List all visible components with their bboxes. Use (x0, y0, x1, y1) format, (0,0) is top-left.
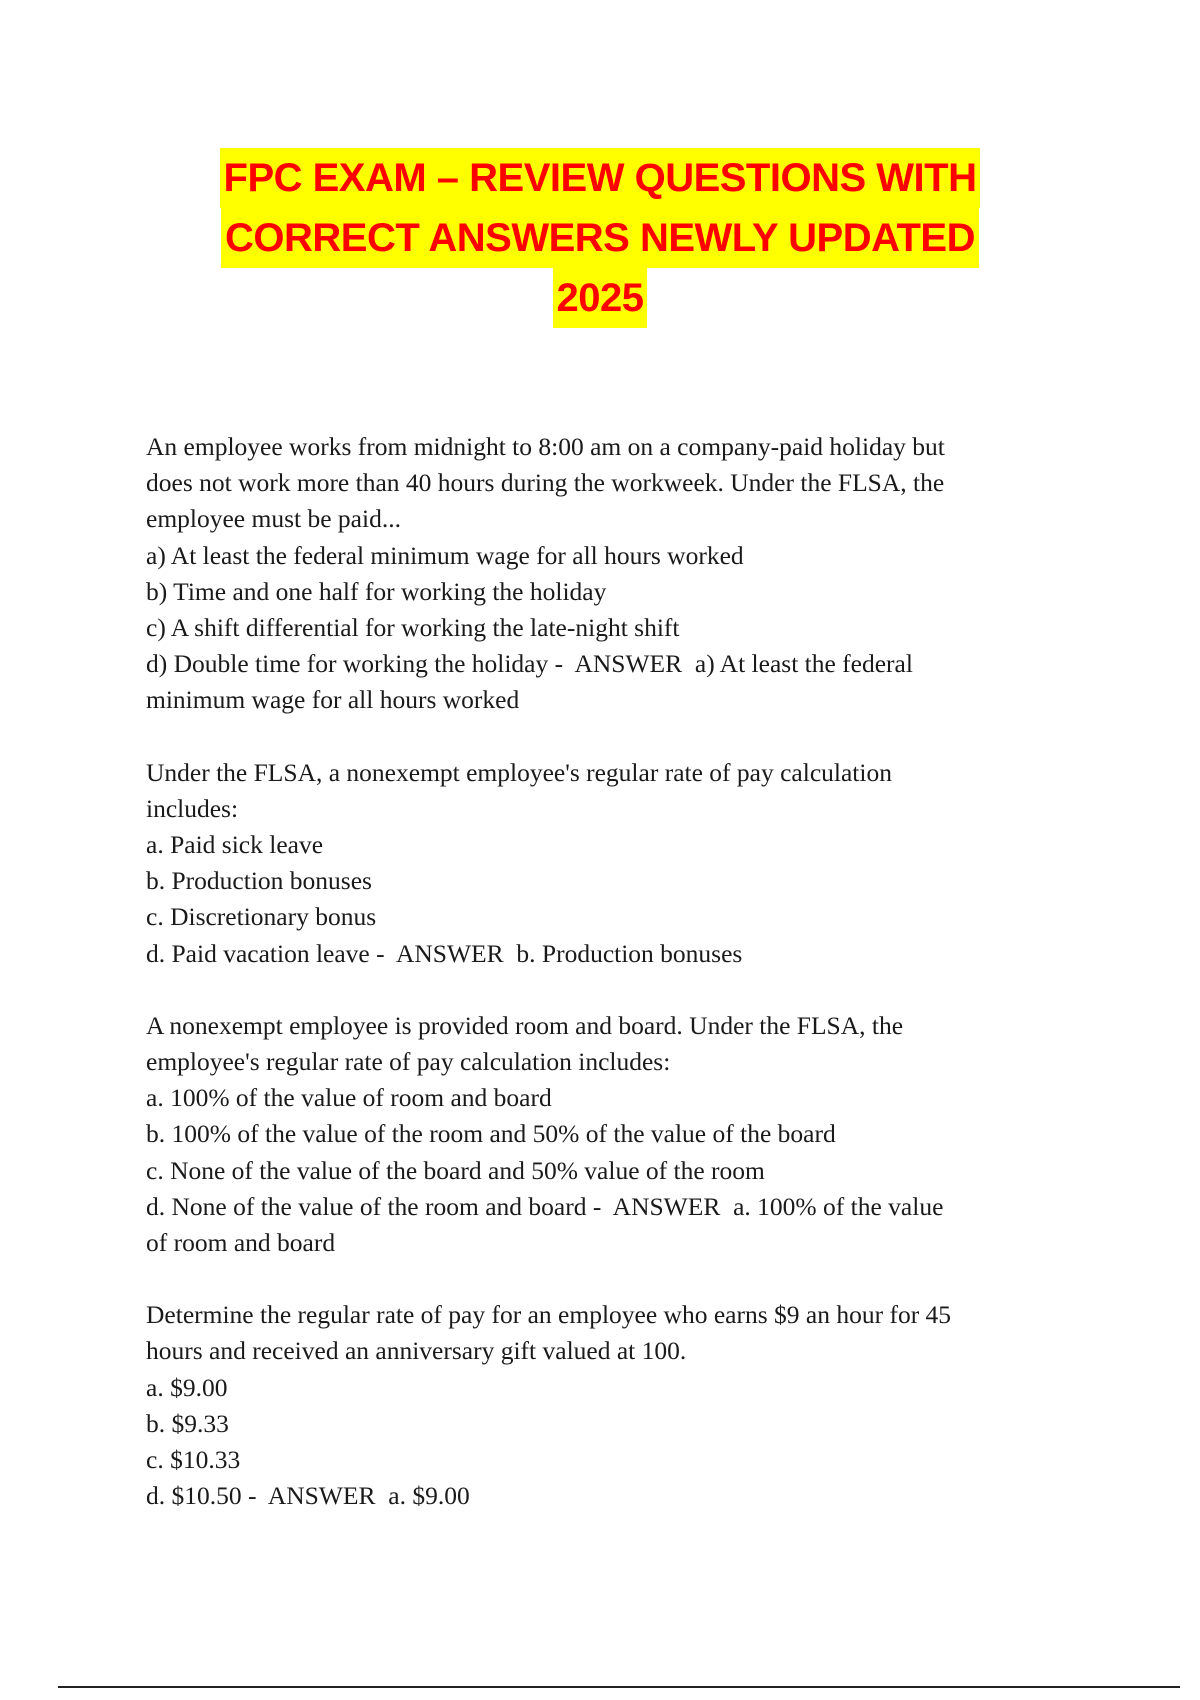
option-d-with-answer (146, 1478, 1046, 1514)
option-c: c. Discretionary bonus (146, 902, 377, 932)
question-4 (146, 1297, 1046, 1514)
question-text-line: hours and received an anniversary gift valued at 100. (146, 1336, 687, 1366)
option-a: a. 100% of the value of room and board (146, 1083, 552, 1113)
question-2 (146, 755, 1046, 972)
question-text-line: employee must be paid... (146, 504, 401, 534)
answer-text-continued: of room and board (146, 1228, 336, 1258)
answer-label: ANSWER (612, 1191, 721, 1221)
option-c: c. $10.33 (146, 1445, 241, 1475)
option-a: a. $9.00 (146, 1372, 228, 1402)
option-d-with-answer (146, 646, 1046, 682)
answer-text: a) At least the federal (694, 649, 913, 679)
option-b: b. $9.33 (146, 1408, 229, 1438)
question-text-line: Determine the regular rate of pay for an employee who earns $9 an hour for 45 (146, 1300, 952, 1330)
question-text-line: A nonexempt employee is provided room and board. Under the FLSA, the (146, 1010, 904, 1040)
answer-text: b. Production bonuses (516, 938, 743, 968)
question-text-line: An employee works from midnight to 8:00 am on a company-paid holiday but (146, 432, 945, 461)
title-line-3: 2025 (553, 268, 648, 328)
option-d: d. None of the value of the room and board - (146, 1191, 602, 1221)
option-b: b) Time and one half for working the holiday (146, 576, 607, 606)
answer-text-continued: minimum wage for all hours worked (146, 685, 520, 715)
answer-text: a. 100% of the value (733, 1191, 944, 1221)
option-b: b. 100% of the value of the room and 50% of the value of the board (146, 1119, 836, 1149)
question-3 (146, 1008, 1046, 1261)
option-d: d. $10.50 - (146, 1481, 257, 1511)
option-d: d) Double time for working the holiday - (146, 649, 564, 679)
question-text-line: Under the FLSA, a nonexempt employee's regular rate of pay calculation (146, 757, 892, 787)
document-title (0, 148, 1200, 328)
option-b: b. Production bonuses (146, 866, 372, 896)
option-c: c) A shift differential for working the late-night shift (146, 613, 680, 643)
answer-label: ANSWER (395, 938, 504, 968)
title-line-2: CORRECT ANSWERS NEWLY UPDATED (221, 208, 979, 268)
question-1 (146, 429, 1046, 719)
question-text-line: includes: (146, 793, 239, 823)
question-text-line: does not work more than 40 hours during the workweek. Under the FLSA, the (146, 468, 945, 498)
answer-text: a. $9.00 (388, 1481, 470, 1511)
option-c: c. None of the value of the board and 50% value of the room (146, 1155, 765, 1185)
option-a: a) At least the federal minimum wage for all hours worked (146, 540, 744, 570)
option-d-with-answer (146, 936, 1046, 972)
option-a: a. Paid sick leave (146, 830, 324, 860)
option-d-with-answer (146, 1189, 1046, 1225)
answer-label: ANSWER (574, 649, 683, 679)
questions-list (146, 429, 1046, 1550)
answer-label: ANSWER (267, 1481, 376, 1511)
question-text-line: employee's regular rate of pay calculation includes: (146, 1047, 671, 1077)
option-d: d. Paid vacation leave - (146, 938, 385, 968)
title-line-1: FPC EXAM – REVIEW QUESTIONS WITH (220, 148, 981, 208)
page-bottom-divider (58, 1686, 1180, 1688)
